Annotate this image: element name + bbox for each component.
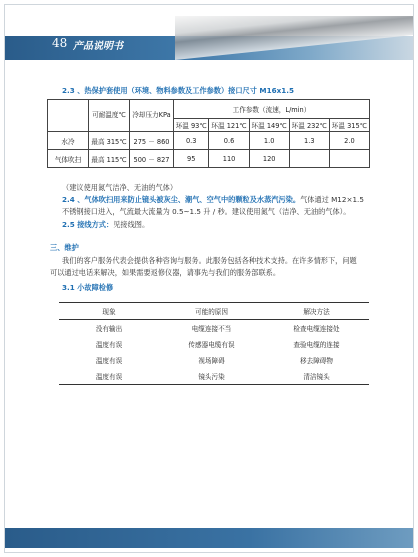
row-value: 1.3 xyxy=(289,132,329,150)
cell-cause: 传感器电缆有误 xyxy=(188,341,235,349)
row-value: 0.6 xyxy=(209,132,249,150)
col-solution: 解决方法 xyxy=(264,303,369,320)
cell-solution: 清洁镜头 xyxy=(264,368,369,385)
section-2-5-text: 见接线图。 xyxy=(113,220,150,229)
row-value: 110 xyxy=(209,150,249,168)
section-2-4-heading: 2.4 、气体吹扫用来防止镜头被灰尘、潮气、空气中的颗粒及水蒸汽污染。 xyxy=(62,195,301,204)
row-value: 95 xyxy=(174,150,209,168)
row-value xyxy=(329,150,369,168)
cell-symptom: 没有输出 xyxy=(95,325,123,333)
row-value: 1.0 xyxy=(249,132,289,150)
col-allow-temp: 可耐温度℃ xyxy=(89,100,130,132)
col-work-params: 工作参数（流速，L/min） xyxy=(174,100,370,119)
section-3-heading: 三、维护 xyxy=(50,243,79,252)
section-2-3-heading: 2.3 、热保护套使用（环境、物料参数及工作参数）接口尺寸 M16x1.5 xyxy=(62,86,294,95)
env-temp-232: 环温 232℃ xyxy=(289,119,329,132)
row-value: 0.3 xyxy=(174,132,209,150)
env-temp-149: 环温 149℃ xyxy=(249,119,289,132)
section-2-5-heading: 2.5 接线方式： xyxy=(62,220,114,229)
row-label: 气体吹扫 xyxy=(48,150,89,168)
row-value xyxy=(289,150,329,168)
footer-band xyxy=(5,528,413,548)
row-value: 2.0 xyxy=(329,132,369,150)
row-temp: 最高 115℃ xyxy=(89,150,130,168)
cell-cause: 视场障碍 xyxy=(198,357,225,365)
cell-solution: 移去障碍物 xyxy=(300,357,333,365)
book-title: 产品说明书 xyxy=(73,41,123,52)
troubleshooting-table xyxy=(59,302,369,385)
row-temp: 最高 315℃ xyxy=(89,132,130,150)
gas-note: （建议使用氮气洁净、无油的气体） xyxy=(62,183,178,192)
col-cause: 可能的原因 xyxy=(159,303,264,320)
cell-solution: 检查电缆连接处 xyxy=(293,325,340,333)
section-3-para-line1: 我们的客户服务代表会提供各种咨询与服务。此服务包括各种技术支持。在许多情形下，问题 xyxy=(62,256,357,265)
row-pressure: 275 － 860 xyxy=(130,132,174,150)
cell-cause: 镜头污染 xyxy=(159,368,264,385)
table-corner xyxy=(48,100,89,132)
section-3-para-line2: 可以通过电话来解决，如果需要返修仪器，请事先与我们的服务部联系。 xyxy=(50,268,281,277)
params-table xyxy=(47,99,370,168)
cell-cause: 电缆连接不当 xyxy=(191,325,232,333)
section-3-1-heading: 3.1 小故障检修 xyxy=(62,283,114,292)
page-number: 48 xyxy=(52,36,68,50)
col-symptom: 现象 xyxy=(59,303,159,320)
section-2-4-line2: 不锈钢接口进入，气流最大流量为 0.5~1.5 升 / 秒。建议使用氮气（洁净、无油的气体）。 xyxy=(62,207,351,216)
env-temp-315: 环温 315℃ xyxy=(329,119,369,132)
cell-solution: 查验电缆的连接 xyxy=(293,341,340,349)
page-header xyxy=(5,16,413,60)
env-temp-121: 环温 121℃ xyxy=(209,119,249,132)
cell-symptom: 温度有误 xyxy=(95,357,123,365)
section-2-4-line1 xyxy=(62,195,364,205)
env-temp-93: 环温 93℃ xyxy=(174,119,209,132)
section-2-4-text-start: 气体通过 M12×1.5 xyxy=(300,195,364,204)
row-pressure: 500 － 827 xyxy=(130,150,174,168)
row-value: 120 xyxy=(249,150,289,168)
cell-symptom: 温度有误 xyxy=(59,368,159,385)
cell-symptom: 温度有误 xyxy=(95,341,123,349)
row-label: 水冷 xyxy=(48,132,89,150)
col-cooling-pressure: 冷却压力KPa xyxy=(130,100,174,132)
section-2-5 xyxy=(62,220,149,230)
